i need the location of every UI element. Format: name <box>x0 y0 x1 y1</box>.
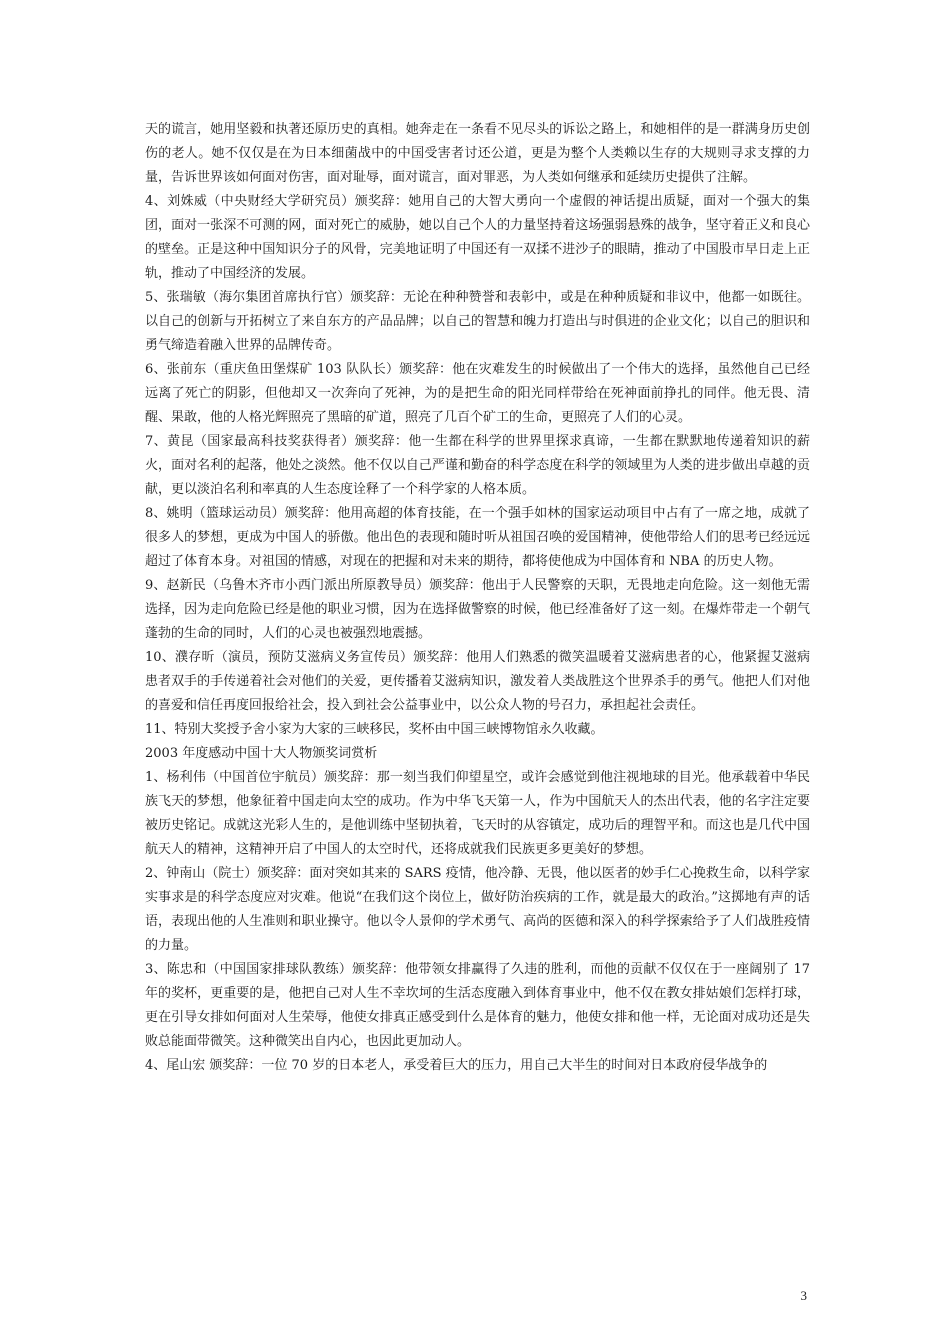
paragraph-award-9-zhao-xinmin: 9、赵新民（乌鲁木齐市小西门派出所原教导员）颁奖辞：他出于人民警察的天职，无畏地走向危险。这一刻他无需选择，因为走向危险已经是他的职业习惯，因为在选择做警察的时候，他已经准备好了这一刻。在爆炸带走一个朝气蓬勃的生命的同时，人们的心灵也被强烈地震撼。 <box>145 578 810 641</box>
section-heading-2003: 2003 年度感动中国十大人物颁奖词赏析 <box>145 746 378 761</box>
paragraph-continuation: 天的谎言，她用坚毅和执著还原历史的真相。她奔走在一条看不见尽头的诉讼之路上，和她相伴的是一群满身历史创伤的老人。她不仅仅是在为日本细菌战中的中国受害者讨还公道，更是为整个人类赖以生存的大规则寻求支撑的力量，告诉世界该如何面对伤害，面对耻辱，面对谎言，面对罪恶，为人类如何继承和延续历史提供了注解。 <box>145 122 810 185</box>
page-number: 3 <box>800 1288 807 1303</box>
paragraph-award-11-special: 11、特别大奖授予舍小家为大家的三峡移民，奖杯由中国三峡博物馆永久收藏。 <box>145 722 604 737</box>
paragraph-2003-award-1-yang-liwei: 1、杨利伟（中国首位宇航员）颁奖辞：那一刻当我们仰望星空，或许会感觉到他注视地球的目光。他承载着中华民族飞天的梦想，他象征着中国走向太空的成功。作为中华飞天第一人，作为中国航天人的杰出代表，他的名字注定要被历史铭记。成就这光彩人生的，是他训练中坚韧执着，飞天时的从容镇定，成功后的理智平和。而这也是几代中国航天人的精神，这精神开启了中国人的太空时代，还将成就我们民族更多更美好的梦想。 <box>145 770 810 857</box>
paragraph-award-7-huang-kun: 7、黄昆（国家最高科技奖获得者）颁奖辞：他一生都在科学的世界里探求真谛，一生都在默默地传递着知识的薪火，面对名利的起落，他处之淡然。他不仅以自己严谨和勤奋的科学态度在科学的领域里为人类的进步做出卓越的贡献，更以淡泊名利和率真的人生态度诠释了一个科学家的人格本质。 <box>145 434 810 497</box>
paragraph-award-8-yao-ming: 8、姚明（篮球运动员）颁奖辞：他用高超的体育技能，在一个强手如林的国家运动项目中占有了一席之地，成就了很多人的梦想，更成为中国人的骄傲。他出色的表现和随时听从祖国召唤的爱国精神，使他带给人们的思考已经远远超过了体育本身。对祖国的情感，对现在的把握和对未来的期待，都将使他成为中国体育和 NBA 的历史人物。 <box>145 506 810 569</box>
paragraph-award-10-pu-cunxin: 10、濮存昕（演员，预防艾滋病义务宣传员）颁奖辞：他用人们熟悉的微笑温暖着艾滋病患者的心，他紧握艾滋病患者双手的手传递着社会对他们的关爱，更传播着艾滋病知识，激发着人类战胜这个世界杀手的勇气。他把人们对他的喜爱和信任再度回报给社会，投入到社会公益事业中，以公众人物的号召力，承担起社会责任。 <box>145 650 810 713</box>
document-body <box>145 118 810 1078</box>
paragraph-2003-award-3-chen-zhonghe: 3、陈忠和（中国国家排球队教练）颁奖辞：他带领女排赢得了久违的胜利，而他的贡献不仅仅在于一座阔别了 17 年的奖杯，更重要的是，他把自己对人生不幸坎坷的生活态度融入到体育事业中，他不仅在教女排姑娘们怎样打球，更在引导女排如何面对人生荣辱，他使女排真正感受到什么是体育的魅力，他使女排和他一样，无论面对成功还是失败总能面带微笑。这种微笑出自内心，也因此更加动人。 <box>145 962 810 1049</box>
paragraph-award-6-zhang-qiandong: 6、张前东（重庆鱼田堡煤矿 103 队队长）颁奖辞：他在灾难发生的时候做出了一个伟大的选择，虽然他自己已经远离了死亡的阴影，但他却又一次奔向了死神，为的是把生命的阳光同样带给在死神面前挣扎的同伴。他无畏、清醒、果敢，他的人格光辉照亮了黑暗的矿道，照亮了几百个矿工的生命，更照亮了人们的心灵。 <box>145 362 810 425</box>
paragraph-2003-award-4-oyama-hiroshi: 4、尾山宏 颁奖辞：一位 70 岁的日本老人，承受着巨大的压力，用自己大半生的时间对日本政府侵华战争的 <box>145 1058 768 1073</box>
paragraph-2003-award-2-zhong-nanshan: 2、钟南山（院士）颁奖辞：面对突如其来的 SARS 疫情，他冷静、无畏，他以医者的妙手仁心挽救生命，以科学家实事求是的科学态度应对灾难。他说“在我们这个岗位上，做好防治疾病的工作，就是最大的政治。”这掷地有声的话语，表现出他的人生准则和职业操守。他以令人景仰的学术勇气、高尚的医德和深入的科学探索给予了人们战胜疫情的力量。 <box>145 866 810 953</box>
paragraph-award-5-zhang-ruimin: 5、张瑞敏（海尔集团首席执行官）颁奖辞：无论在种种赞誉和表彰中，或是在种种质疑和非议中，他都一如既往。以自己的创新与开拓树立了来自东方的产品品牌；以自己的智慧和魄力打造出与时俱进的企业文化；以自己的胆识和勇气缔造着融入世界的品牌传奇。 <box>145 290 810 353</box>
paragraph-award-4-liu-shuwei: 4、刘姝威（中央财经大学研究员）颁奖辞：她用自己的大智大勇向一个虚假的神话提出质疑，面对一个强大的集团，面对一张深不可测的网，面对死亡的威胁，她以自己个人的力量坚持着这场强弱悬殊的战争，坚守着正义和良心的壁垒。正是这种中国知识分子的风骨，完美地证明了中国还有一双揉不进沙子的眼睛，推动了中国股市早日走上正轨，推动了中国经济的发展。 <box>145 194 810 281</box>
